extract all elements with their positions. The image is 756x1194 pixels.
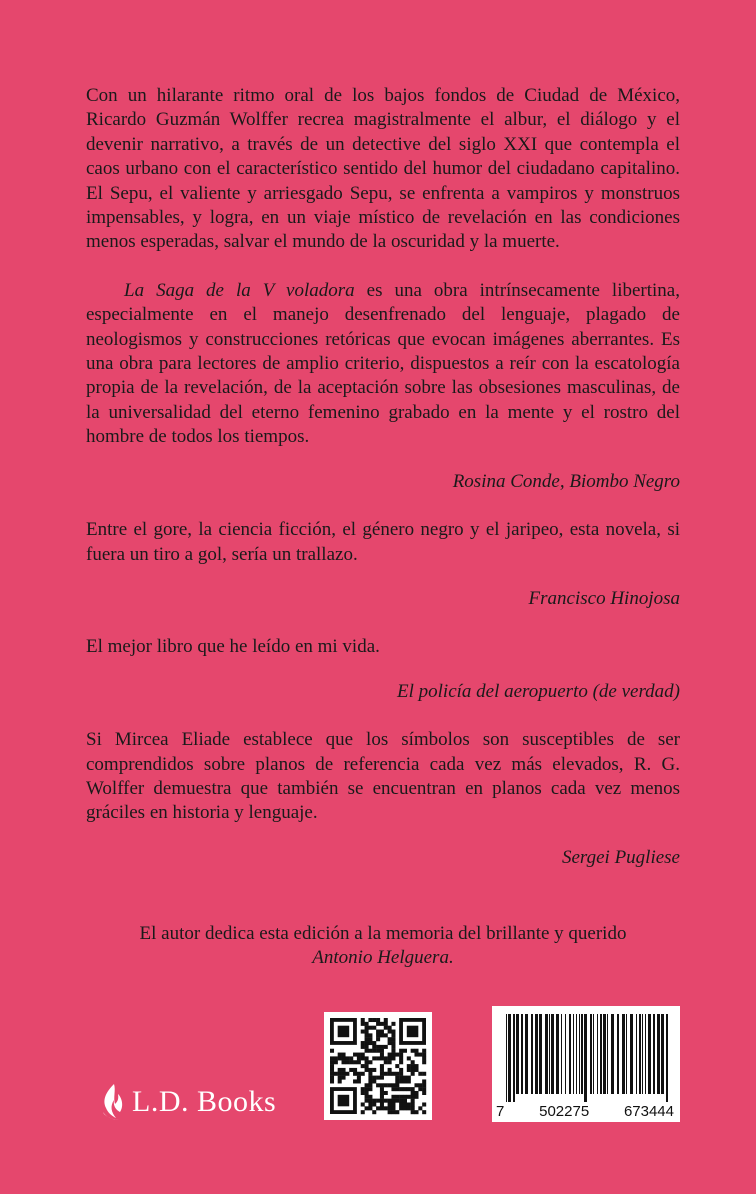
back-cover-text <box>86 84 680 870</box>
quote-text: Entre el gore, la ciencia ficción, el género negro y el jaripeo, esta novela, si fuera un tiro a gol, sería un trallazo. <box>86 519 680 565</box>
dedication-line: El autor dedica esta edición a la memoria del brillante y querido <box>139 923 627 944</box>
barcode-digits: 7 502275 673444 <box>496 1103 674 1120</box>
quote-attribution: Sergei Pugliese <box>561 846 680 868</box>
quote-attribution: Rosina Conde, Biombo Negro <box>452 470 680 492</box>
publisher-logo <box>100 1082 276 1122</box>
dedication <box>86 922 680 971</box>
critique-paragraph: La Saga de la V voladora es una obra intrínsecamente libertina, especialmente en el manejo desenfrenado del lenguaje, plagado de neologismos y construcciones retóricas que evocan imágenes aberrantes. Es una obra para lectores de amplio criterio, dispuestos a reír con la escatología propia de la revelación, de la aceptación sobre las obsesiones masculinas, de la universalidad del eterno femenino grabado en la mente y el rostro del hombre de todos los tiempos. <box>86 279 680 448</box>
book-title: La Saga de la V voladora <box>124 279 355 301</box>
qr-code <box>324 1012 432 1120</box>
quote-attribution: El policía del aeropuerto (de verdad) <box>397 680 680 702</box>
synopsis-paragraph: Con un hilarante ritmo oral de los bajos fondos de Ciudad de México, Ricardo Guzmán Wolffer recrea magistralmente el albur, el diálogo y el devenir narrativo, a través de un detective del siglo XXI que contempla el caos urbano con el característico sentido del humor del ciudadano capitalino. El Sepu, el valiente y arriesgado Sepu, se enfrenta a vampiros y monstruos impensables, y logra, en un viaje místico de revelación en las condiciones menos esperadas, salvar el mundo de la oscuridad y la muerte. <box>86 85 680 253</box>
quote-text: El mejor libro que he leído en mi vida. <box>86 636 380 658</box>
barcode <box>492 1006 680 1122</box>
quote-text: Si Mircea Eliade establece que los símbolos son susceptibles de ser comprendidos sobre planos de referencia cada vez más elevados, R. G. Wolffer demuestra que también se encuentran en planos cada vez menos gráciles en historia y lenguaje. <box>86 729 680 824</box>
quote-attribution: Francisco Hinojosa <box>528 587 680 609</box>
dedication-name: Antonio Helguera. <box>312 947 454 969</box>
flame-icon <box>100 1082 126 1122</box>
publisher-name: L.D. Books <box>132 1085 277 1118</box>
